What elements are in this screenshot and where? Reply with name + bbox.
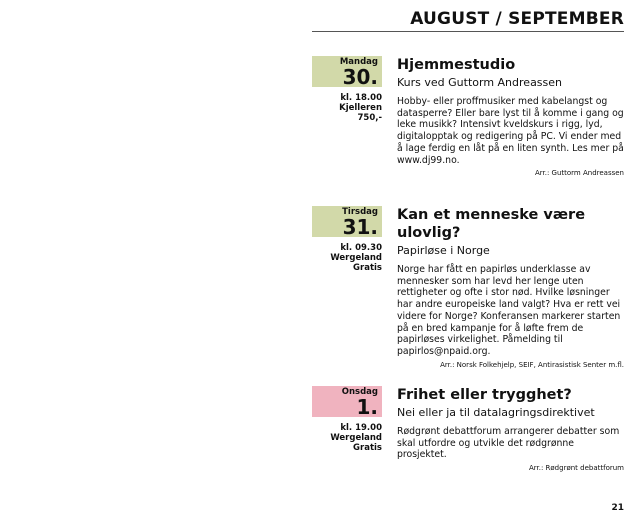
event-title: Kan et menneske være ulovlig?: [397, 207, 586, 241]
event-meta: [312, 423, 382, 453]
event-organizer: Arr.: Rødgrønt debattforum: [528, 464, 624, 473]
event-description: Norge har fått en papirløs underklasse av mennesker som har levd her lenge uten rettigheter og ofte i stor nød. Hvilke løsninger har andre europeiske land valgt? Hva er rett vei videre for Norge? Konferansen markerer starten på en bred kampanje for å løfte frem de papirløses virkelighet. Påmelding til papirlos@npaid.org.: [397, 264, 621, 357]
day-name: Onsdag: [341, 387, 378, 397]
event-price: Gratis: [353, 263, 382, 273]
event-content: [397, 56, 624, 177]
day-number: 31.: [342, 215, 378, 239]
event-place: Wergeland: [330, 253, 382, 263]
date-box: [312, 56, 382, 87]
date-box: [312, 386, 382, 417]
event-title: Frihet eller trygghet?: [397, 387, 572, 403]
event-meta: [312, 93, 382, 123]
day-number: 1.: [356, 395, 378, 419]
event-content: [397, 386, 624, 472]
event-frihet: [312, 386, 624, 476]
event-subtitle: Kurs ved Guttorm Andreassen: [397, 76, 563, 89]
event-place: Wergeland: [330, 433, 382, 443]
day-name: Tirsdag: [342, 207, 378, 217]
event-subtitle: Nei eller ja til datalagringsdirektivet: [397, 406, 595, 419]
event-time: kl. 09.30: [340, 243, 382, 253]
event-place: Kjelleren: [339, 103, 382, 113]
event-content: [397, 206, 624, 369]
day-name: Mandag: [339, 57, 378, 67]
event-organizer: Arr.: Norsk Folkehjelp, SEIF, Antirasistisk Senter m.fl.: [440, 360, 624, 369]
date-box: [312, 206, 382, 237]
day-number: 30.: [342, 65, 378, 89]
event-ulovlig: [312, 206, 624, 369]
event-price: Gratis: [353, 443, 382, 453]
event-title: Hjemmestudio: [397, 57, 516, 73]
header-rule: [312, 31, 624, 32]
event-time: kl. 18.00: [340, 93, 382, 103]
event-subtitle: Papirløse i Norge: [397, 244, 490, 257]
event-organizer: Arr.: Guttorm Andreassen: [534, 169, 624, 178]
event-price: 750,-: [357, 113, 382, 123]
event-description: Hobby- eller proffmusiker med kabelangst og datasperre? Eller bare lyst til å komme i gang og leke musikk? Intensivt kveldskurs i rigg, lyd, digitalopptak og redigering på PC. Vi ender med å lage ferdig en låt på en liten synth. Les mer på www.dj99.no.: [397, 96, 624, 166]
event-description: Rødgrønt debattforum arrangerer debatter som skal utfordre og utvikle det rødgrønne prosjektet.: [397, 426, 620, 461]
page-header: AUGUST / SEPTEMBER: [410, 9, 624, 29]
event-hjemmestudio: [312, 56, 624, 176]
event-meta: [312, 243, 382, 273]
event-time: kl. 19.00: [340, 423, 382, 433]
page-number: 21: [611, 503, 624, 513]
